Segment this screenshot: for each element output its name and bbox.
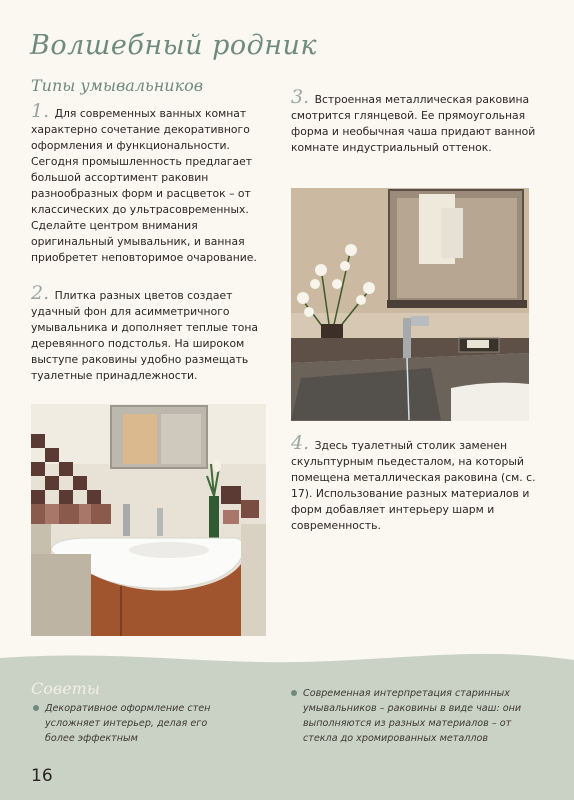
paragraph-number: 2. [31,282,50,304]
tip-item-1 [33,701,225,746]
tip-item-2 [291,686,543,746]
paragraph-1 [31,100,279,266]
photo-asymmetric-basin [31,404,266,636]
bullet-icon [291,690,297,696]
bullet-icon [33,705,39,711]
paragraph-text: Для современных ванных комнат характерно сочетание декоративного оформления и функциональности. Сегодня промышленность предлагает большой ассортимент раковин разнообразных форм и расцветок – от классических до ультрасовременных. Сделайте центром внимания оригинальный умывальник, и ванная приобретет неповторимое очарование. [31,107,257,264]
section-subtitle: Типы умывальников [31,76,204,95]
page-title: Волшебный родник [30,30,318,61]
paragraph-2 [31,282,279,384]
photo-metal-sink [291,188,529,421]
tip-text: Современная интерпретация старинных умывальников – раковины в виде чаш: они выполняются из разных материалов – от стекла до хромированных металлов [303,688,522,744]
page-number: 16 [31,766,53,786]
paragraph-4 [291,432,541,534]
paragraph-text: Встроенная металлическая раковина смотрится глянцевой. Ее прямоугольная форма и необычная чаша придают ванной комнате индустриальный оттенок. [291,93,536,154]
tip-text: Декоративное оформление стен усложняет интерьер, делая его более эффектным [45,703,211,744]
paragraph-3 [291,86,541,156]
paragraph-number: 3. [291,86,310,108]
paragraph-text: Плитка разных цветов создает удачный фон для асимметричного умывальника и дополняет теплые тона деревянного подстолья. На широком выступе раковины удобно размещать туалетные принадлежности. [31,289,259,382]
paragraph-text: Здесь туалетный столик заменен скульптурным пьедесталом, на который помещена металлическая раковина (см. с. 17). Использование разных материалов и форм добавляет интерьеру шарм и современность. [291,439,536,532]
paragraph-number: 4. [291,432,310,454]
tips-title: Советы [31,679,100,698]
paragraph-number: 1. [31,100,50,122]
